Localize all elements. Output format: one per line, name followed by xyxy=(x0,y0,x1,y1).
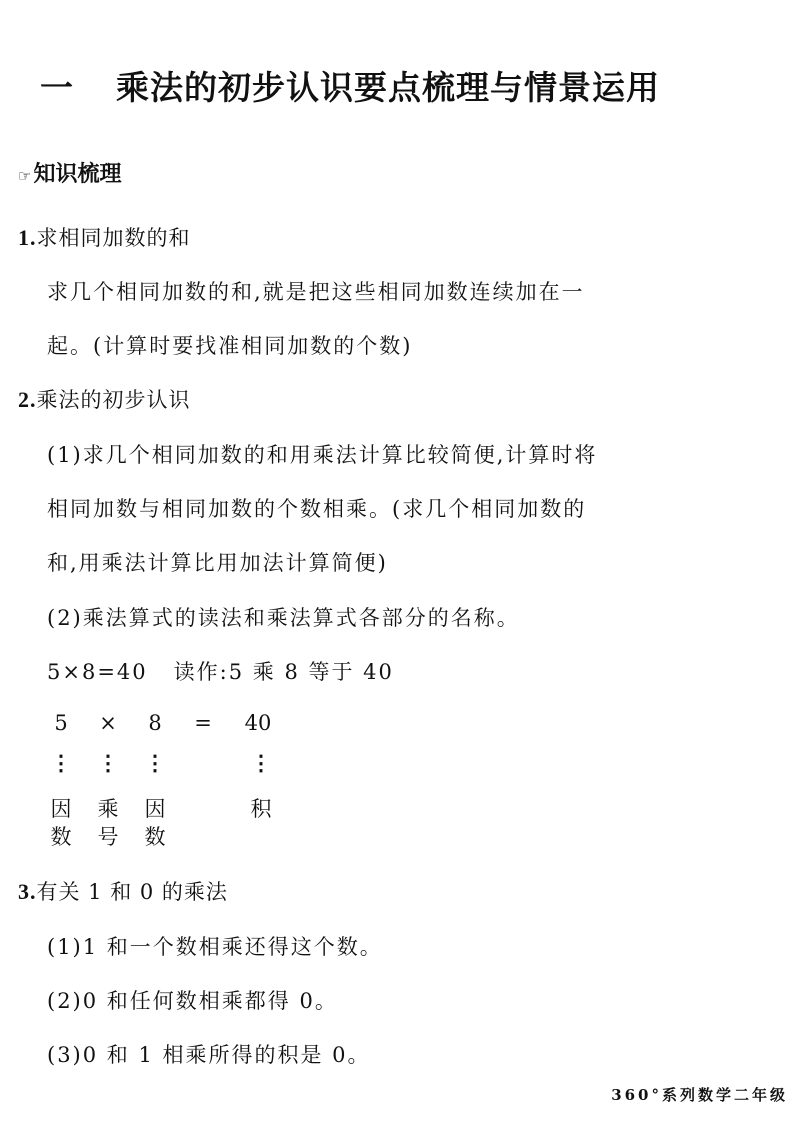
connector-dots: ⋮ xyxy=(97,750,119,775)
item-3-line-3: (3)0 和 1 相乘所得的积是 0。 xyxy=(47,1043,371,1067)
equation-product: 40 xyxy=(244,711,272,735)
equation-factor-2: 8 xyxy=(148,711,162,735)
connector-dots: ⋮ xyxy=(144,750,166,775)
item-2-heading xyxy=(18,384,191,414)
section-label: 知识梳理 xyxy=(33,162,122,187)
section-heading xyxy=(18,157,121,188)
item-1-line-1: 求几个相同加数的和,就是把这些相同加数连续加在一 xyxy=(47,280,585,304)
item-2-line-1: (1)求几个相同加数的和用乘法计算比较简便,计算时将 xyxy=(47,443,598,467)
page-title xyxy=(40,62,660,109)
item-2-line-3: 和,用乘法计算比用加法计算简便) xyxy=(47,551,388,575)
item-2-line-5: 5×8=40 读作:5 乘 8 等于 40 xyxy=(47,660,394,684)
label-factor-1-char-1: 因 xyxy=(50,797,72,821)
equation-factor-1: 5 xyxy=(54,711,68,735)
page-footer: 360°系列数学二年级 xyxy=(611,1086,788,1104)
item-3-title: 有关 1 和 0 的乘法 xyxy=(36,880,228,904)
label-product: 积 xyxy=(250,797,272,821)
item-2-line-2: 相同加数与相同加数的个数相乘。(求几个相同加数的 xyxy=(47,497,587,521)
item-2-line-4: (2)乘法算式的读法和乘法算式各部分的名称。 xyxy=(47,606,520,630)
item-1-title: 求相同加数的和 xyxy=(36,226,191,250)
label-factor-2-char-2: 数 xyxy=(144,825,166,849)
item-1-number: 1. xyxy=(18,225,37,250)
item-1-heading xyxy=(18,222,191,252)
label-sign-char-2: 号 xyxy=(97,825,119,849)
chapter-title: 乘法的初步认识要点梳理与情景运用 xyxy=(116,68,660,107)
label-factor-2-char-1: 因 xyxy=(144,797,166,821)
equation-equals-sign: = xyxy=(194,711,212,735)
item-2-number: 2. xyxy=(18,387,37,412)
item-3-heading xyxy=(18,876,228,906)
chapter-number: 一 xyxy=(40,68,74,107)
label-sign-char-1: 乘 xyxy=(97,797,119,821)
equation-times-sign: × xyxy=(99,711,117,735)
item-3-line-2: (2)0 和任何数相乘都得 0。 xyxy=(47,989,338,1013)
item-1-line-2: 起。(计算时要找准相同加数的个数) xyxy=(47,334,413,358)
connector-dots: ⋮ xyxy=(250,750,272,775)
label-factor-1-char-2: 数 xyxy=(50,825,72,849)
pointing-hand-icon: ☞ xyxy=(18,167,32,185)
item-2-title: 乘法的初步认识 xyxy=(36,388,191,412)
item-3-line-1: (1)1 和一个数相乘还得这个数。 xyxy=(47,935,383,959)
connector-dots: ⋮ xyxy=(50,750,72,775)
item-3-number: 3. xyxy=(18,879,37,904)
